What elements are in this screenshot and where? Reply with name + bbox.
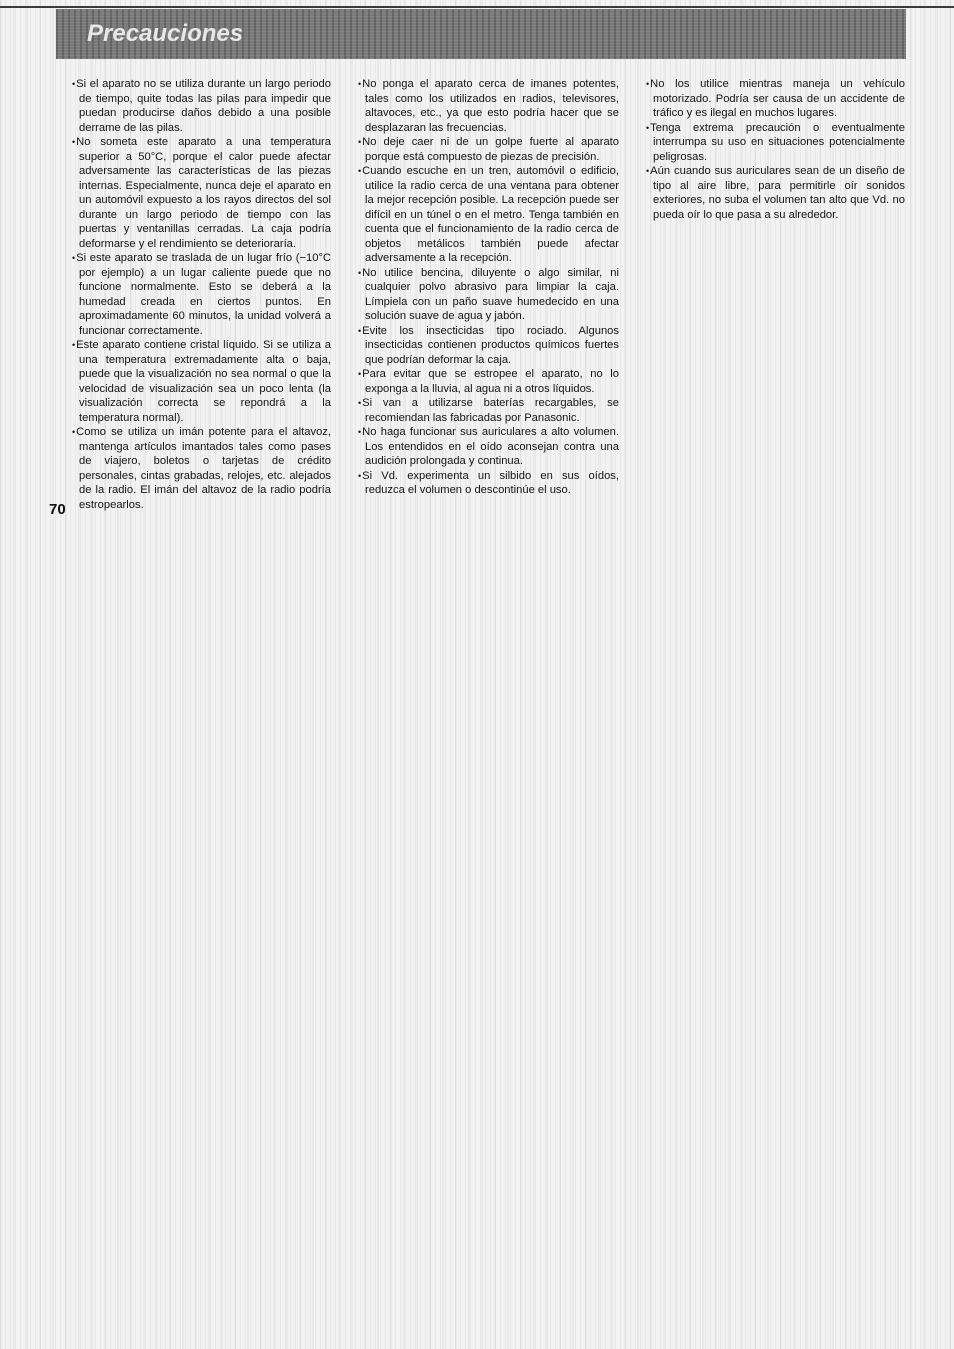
list-item: • Si el aparato no se utiliza durante un largo periodo de tiempo, quite todas las pilas para impedir que puedan producirse daños debido a una posible derrame de las pilas. <box>72 77 331 135</box>
list-item: • Este aparato contiene cristal líquido. Si se utiliza a una temperatura extremadamente alta o baja, puede que la visualización no sea normal o que la velocidad de visualización sea un poco lenta (la visualización correcta se repondrá a la temperatura normal). <box>72 338 331 425</box>
list-item: • Si van a utilizarse baterías recargables, se recomiendan las fabricadas por Panasonic. <box>358 396 619 425</box>
page-number: 70 <box>49 501 66 518</box>
list-item: • Como se utiliza un imán potente para el altavoz, mantenga artículos imantados tales como pases de viajero, boletos o tarjetas de crédito personales, cintas grabadas, relojes, etc. alejados de la radio. El imán del altavoz de la radio podría estropearlos. <box>72 425 331 512</box>
list-item: • No deje caer ni de un golpe fuerte al aparato porque está compuesto de piezas de precisión. <box>358 135 619 164</box>
top-rule <box>0 6 954 8</box>
list-item: • Cuando escuche en un tren, automóvil o edificio, utilice la radio cerca de una ventana para obtener la mejor recepción posible. La recepción puede ser difícil en un túnel o en el metro. Tenga también en cuenta que el funcionamiento de la radio cerca de objetos metálicos también puede afectar adversamente a la recepción. <box>358 164 619 266</box>
page-title: Precauciones <box>87 20 244 47</box>
list-item: • Si Vd. experimenta un silbido en sus oídos, reduzca el volumen o descontinúe el uso. <box>358 469 619 498</box>
list-item: • Evite los insecticidas tipo rociado. Algunos insecticidas contienen productos químicos fuertes que podrían deformar la caja. <box>358 324 619 368</box>
section-header <box>56 9 906 59</box>
text-column-2 <box>358 77 619 498</box>
list-item: • No ponga el aparato cerca de imanes potentes, tales como los utilizados en radios, televisores, altavoces, etc., ya que esto podría hacer que se desplazaran las frecuencias. <box>358 77 619 135</box>
list-item: • No haga funcionar sus auriculares a alto volumen. Los entendidos en el oído aconsejan contra una audición prolongada y continua. <box>358 425 619 469</box>
list-item: • Tenga extrema precaución o eventualmente interrumpa su uso en situaciones potencialmente peligrosas. <box>646 121 905 165</box>
list-item: • No los utilice mientras maneja un vehículo motorizado. Podría ser causa de un accidente de tráfico y es ilegal en muchos lugares. <box>646 77 905 121</box>
list-item: • Para evitar que se estropee el aparato, no lo exponga a la lluvia, al agua ni a otros líquidos. <box>358 367 619 396</box>
text-column-3 <box>646 77 905 222</box>
list-item: • No utilice bencina, diluyente o algo similar, ni cualquier polvo abrasivo para limpiar la caja. Límpiela con un paño suave humedecido en una solución suave de agua y jabón. <box>358 266 619 324</box>
list-item: • Aún cuando sus auriculares sean de un diseño de tipo al aire libre, para permitirle oír sonidos exteriores, no suba el volumen tan alto que Vd. no pueda oír lo que pasa a su alrededor. <box>646 164 905 222</box>
list-item: • Si este aparato se traslada de un lugar frío (−10°C por ejemplo) a un lugar caliente puede que no funcione normalmente. Esto se deberá a la humedad creada en ciertos puntos. En aproximadamente 60 minutos, la unidad volverá a funcionar correctamente. <box>72 251 331 338</box>
list-item: • No someta este aparato a una temperatura superior a 50°C, porque el calor puede afectar adversamente las características de las piezas internas. Especialmente, nunca deje el aparato en un automóvil expuesto a los rayos directos del sol durante un largo periodo de tiempo con las puertas y ventanillas cerradas. La caja podría deformarse y el rendimiento se deterioraría. <box>72 135 331 251</box>
text-column-1 <box>72 77 331 512</box>
